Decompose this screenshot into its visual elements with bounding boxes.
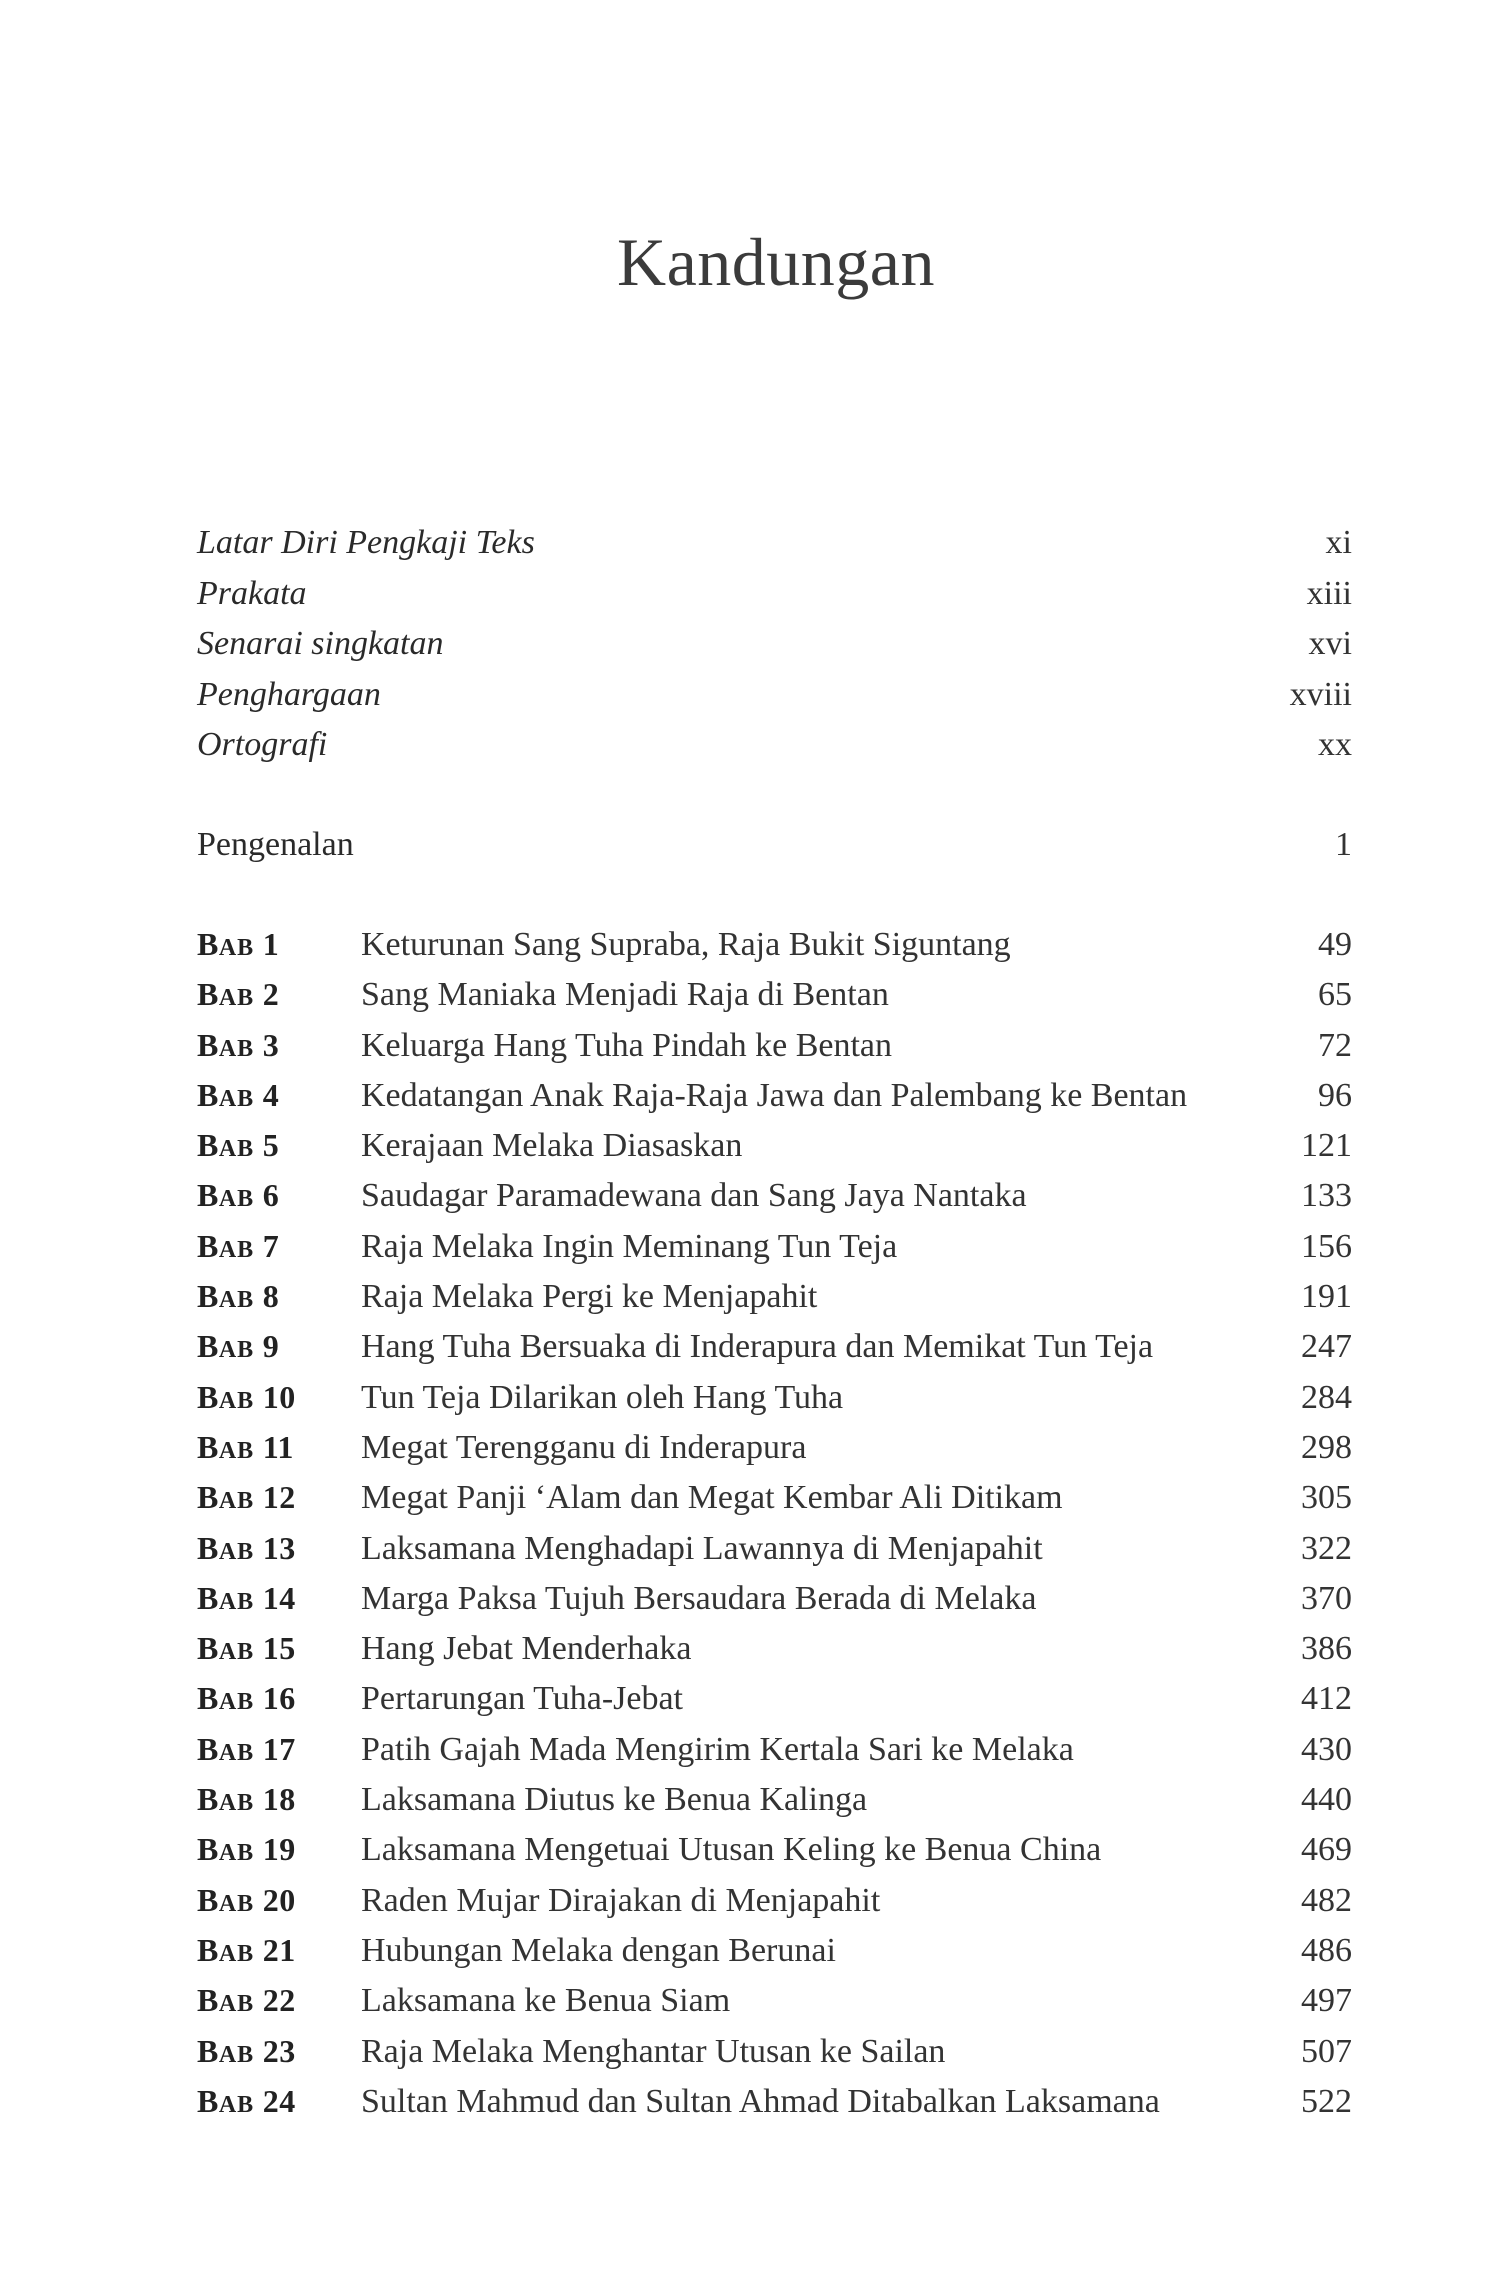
chapter-page: 49 (1318, 926, 1352, 963)
chapter-page: 305 (1301, 1479, 1352, 1517)
chapter-number (197, 1472, 361, 1526)
chapter-entry (197, 1221, 1352, 1271)
chapter-prefix-initial: B (197, 2032, 219, 2069)
chapter-prefix-initial: B (197, 1328, 219, 1365)
chapter-entry (197, 1573, 1352, 1623)
chapter-page: 298 (1301, 1428, 1352, 1466)
chapter-title: Laksamana Mengetuai Utusan Keling ke Benua China (361, 1831, 1102, 1869)
toc-entry (197, 670, 1352, 721)
chapter-prefix-smallcaps: AB (218, 1991, 255, 2018)
chapter-prefix-smallcaps: AB (218, 1689, 255, 1716)
chapter-title: Kerajaan Melaka Diasaskan (361, 1127, 743, 1165)
chapter-number (197, 1321, 361, 1375)
chapter-page: 247 (1301, 1328, 1352, 1366)
chapter-page: 507 (1301, 2032, 1352, 2070)
chapter-title: Keluarga Hang Tuha Pindah ke Bentan (361, 1026, 893, 1064)
chapter-entry (197, 1975, 1352, 2025)
chapter-page: 133 (1301, 1177, 1352, 1215)
chapter-prefix-initial: B (197, 1881, 219, 1918)
chapter-title: Pertarungan Tuha-Jebat (361, 1680, 684, 1718)
chapter-entry (197, 1372, 1352, 1422)
entry-page: xx (1318, 726, 1352, 763)
chapter-entry (197, 1623, 1352, 1673)
chapter-page: 482 (1301, 1881, 1352, 1919)
chapter-prefix-initial: B (197, 1831, 219, 1868)
chapter-page: 486 (1301, 1931, 1352, 1969)
chapter-prefix-initial: B (197, 1982, 219, 2019)
chapter-number (197, 1925, 361, 1979)
chapter-index: 22 (254, 1982, 296, 2019)
chapter-entry (197, 1724, 1352, 1774)
chapter-prefix-smallcaps: AB (218, 935, 255, 961)
chapter-prefix-smallcaps: AB (218, 1437, 255, 1464)
chapter-list (197, 919, 1352, 2126)
entry-label: Senarai singkatan (197, 625, 444, 662)
toc-entry (197, 619, 1352, 670)
chapter-prefix-smallcaps: AB (218, 1739, 255, 1766)
chapter-page: 322 (1301, 1529, 1352, 1567)
chapter-entry (197, 1673, 1352, 1723)
entry-page: xiii (1306, 574, 1352, 612)
chapter-number (197, 919, 361, 973)
chapter-index: 8 (254, 1278, 280, 1315)
chapter-title: Raden Mujar Dirajakan di Menjapahit (361, 1881, 881, 1919)
chapter-page: 440 (1301, 1781, 1352, 1819)
chapter-page: 469 (1301, 1831, 1352, 1869)
chapter-prefix-initial: B (197, 926, 219, 962)
chapter-index: 5 (254, 1127, 280, 1164)
chapter-page: 522 (1301, 2082, 1352, 2120)
chapter-title: Laksamana ke Benua Siam (361, 1982, 731, 2020)
chapter-prefix-initial: B (197, 2082, 219, 2119)
chapter-entry (197, 2076, 1352, 2126)
chapter-prefix-smallcaps: AB (218, 1890, 255, 1917)
chapter-entry (197, 1170, 1352, 1220)
chapter-page: 96 (1318, 1076, 1352, 1114)
chapter-entry (197, 1925, 1352, 1975)
entry-page: xi (1325, 524, 1352, 561)
chapter-number (197, 1070, 361, 1124)
chapter-title: Hang Jebat Menderhaka (361, 1630, 692, 1668)
chapter-prefix-initial: B (197, 1076, 219, 1113)
chapter-index: 6 (254, 1177, 280, 1214)
chapter-title: Hang Tuha Bersuaka di Inderapura dan Memikat Tun Teja (361, 1328, 1154, 1366)
chapter-number (197, 1120, 361, 1174)
chapter-prefix-smallcaps: AB (218, 1790, 255, 1817)
chapter-prefix-smallcaps: AB (218, 1035, 255, 1062)
chapter-prefix-smallcaps: AB (218, 2091, 255, 2118)
chapter-prefix-smallcaps: AB (218, 1538, 255, 1565)
intro-entry (197, 820, 1352, 871)
chapter-index: 7 (254, 1227, 280, 1264)
chapter-prefix-initial: B (197, 1177, 219, 1214)
chapter-number (197, 1724, 361, 1778)
chapter-prefix-smallcaps: AB (218, 1236, 255, 1263)
chapter-page: 284 (1301, 1378, 1352, 1416)
chapter-entry (197, 1120, 1352, 1170)
page-title: Kandungan (617, 224, 935, 300)
chapter-page: 430 (1301, 1730, 1352, 1768)
chapter-index: 3 (254, 1026, 280, 1063)
chapter-title: Laksamana Menghadapi Lawannya di Menjapahit (361, 1529, 1043, 1567)
chapter-title: Kedatangan Anak Raja-Raja Jawa dan Palembang ke Bentan (361, 1076, 1188, 1114)
chapter-entry (197, 1070, 1352, 1120)
chapter-index: 19 (254, 1831, 296, 1868)
entry-label: Prakata (197, 574, 307, 612)
chapter-index: 10 (254, 1378, 296, 1415)
chapter-title: Patih Gajah Mada Mengirim Kertala Sari ke Melaka (361, 1730, 1074, 1768)
chapter-index: 16 (254, 1680, 296, 1717)
chapter-prefix-smallcaps: AB (218, 1588, 255, 1615)
toc-entry (197, 720, 1352, 771)
chapter-entry (197, 969, 1352, 1019)
chapter-index: 21 (254, 1931, 296, 1968)
chapter-prefix-smallcaps: AB (218, 1387, 255, 1414)
chapter-page: 412 (1301, 1680, 1352, 1718)
chapter-title: Laksamana Diutus ke Benua Kalinga (361, 1781, 868, 1819)
chapter-prefix-initial: B (197, 1479, 219, 1516)
chapter-prefix-initial: B (197, 1730, 219, 1767)
chapter-prefix-initial: B (197, 1378, 219, 1415)
chapter-index: 18 (254, 1781, 296, 1818)
chapter-title: Megat Panji ‘Alam dan Megat Kembar Ali Ditikam (361, 1479, 1063, 1517)
chapter-page: 156 (1301, 1227, 1352, 1265)
chapter-number (197, 1020, 361, 1074)
chapter-index: 4 (254, 1076, 280, 1113)
chapter-prefix-smallcaps: AB (218, 985, 255, 1012)
chapter-page: 65 (1318, 976, 1352, 1014)
chapter-entry (197, 1774, 1352, 1824)
front-matter-list (197, 518, 1352, 771)
chapter-index: 11 (254, 1428, 294, 1465)
chapter-prefix-initial: B (197, 1428, 219, 1465)
entry-page: xviii (1289, 675, 1352, 713)
chapter-number (197, 1673, 361, 1727)
chapter-entry (197, 1875, 1352, 1925)
chapter-prefix-initial: B (197, 1227, 219, 1264)
chapter-number (197, 1573, 361, 1627)
chapter-entry (197, 1824, 1352, 1874)
chapter-index: 24 (254, 2082, 296, 2119)
chapter-entry (197, 1472, 1352, 1522)
chapter-number (197, 1422, 361, 1476)
chapter-index: 1 (254, 926, 280, 962)
chapter-prefix-initial: B (197, 1278, 219, 1315)
chapter-number (197, 1221, 361, 1275)
entry-label: Latar Diri Pengkaji Teks (197, 524, 535, 561)
chapter-title: Megat Terengganu di Inderapura (361, 1428, 807, 1466)
chapter-entry (197, 919, 1352, 969)
toc-entry (197, 518, 1352, 569)
chapter-entry (197, 1271, 1352, 1321)
chapter-prefix-initial: B (197, 1680, 219, 1717)
chapter-title: Hubungan Melaka dengan Berunai (361, 1931, 836, 1969)
chapter-prefix-initial: B (197, 1630, 219, 1667)
toc-entry (197, 820, 1352, 871)
chapter-number (197, 1824, 361, 1878)
chapter-number (197, 969, 361, 1023)
chapter-index: 15 (254, 1630, 296, 1667)
chapter-title: Saudagar Paramadewana dan Sang Jaya Nantaka (361, 1177, 1027, 1215)
chapter-number (197, 1875, 361, 1929)
chapter-prefix-initial: B (197, 1026, 219, 1063)
chapter-title: Keturunan Sang Supraba, Raja Bukit Siguntang (361, 926, 1011, 963)
chapter-prefix-smallcaps: AB (218, 1337, 255, 1364)
chapter-page: 191 (1301, 1278, 1352, 1316)
chapter-page: 72 (1318, 1026, 1352, 1064)
chapter-prefix-initial: B (197, 1781, 219, 1818)
chapter-page: 370 (1301, 1579, 1352, 1617)
chapter-prefix-initial: B (197, 1127, 219, 1164)
entry-label: Penghargaan (197, 675, 381, 713)
chapter-prefix-initial: B (197, 1931, 219, 1968)
chapter-prefix-smallcaps: AB (218, 1488, 255, 1515)
chapter-title: Sang Maniaka Menjadi Raja di Bentan (361, 976, 889, 1014)
entry-page: 1 (1335, 826, 1352, 863)
chapter-index: 17 (254, 1730, 296, 1767)
chapter-entry (197, 1422, 1352, 1472)
chapter-title: Raja Melaka Ingin Meminang Tun Teja (361, 1227, 898, 1265)
chapter-title: Sultan Mahmud dan Sultan Ahmad Ditabalkan Laksamana (361, 2082, 1160, 2120)
chapter-number (197, 1372, 361, 1426)
chapter-prefix-smallcaps: AB (218, 1085, 255, 1112)
chapter-prefix-smallcaps: AB (218, 1639, 255, 1666)
chapter-prefix-initial: B (197, 976, 219, 1013)
chapter-prefix-initial: B (197, 1529, 219, 1566)
entry-page: xvi (1308, 625, 1352, 662)
chapter-title: Raja Melaka Pergi ke Menjapahit (361, 1278, 818, 1316)
chapter-number (197, 1271, 361, 1325)
chapter-index: 23 (254, 2032, 296, 2069)
chapter-number (197, 2026, 361, 2080)
chapter-page: 386 (1301, 1630, 1352, 1668)
chapter-prefix-smallcaps: AB (218, 1840, 255, 1867)
chapter-title: Tun Teja Dilarikan oleh Hang Tuha (361, 1378, 844, 1416)
chapter-prefix-smallcaps: AB (218, 1186, 255, 1213)
entry-label: Pengenalan (197, 826, 354, 863)
chapter-entry (197, 1523, 1352, 1573)
chapter-index: 20 (254, 1881, 296, 1918)
chapter-page: 497 (1301, 1982, 1352, 2020)
chapter-number (197, 1623, 361, 1677)
chapter-page: 121 (1301, 1127, 1352, 1165)
chapter-prefix-smallcaps: AB (218, 1287, 255, 1314)
chapter-index: 12 (254, 1479, 296, 1516)
chapter-index: 9 (254, 1328, 280, 1365)
entry-label: Ortografi (197, 726, 328, 763)
chapter-title: Raja Melaka Menghantar Utusan ke Sailan (361, 2032, 946, 2070)
chapter-title: Marga Paksa Tujuh Bersaudara Berada di Melaka (361, 1579, 1037, 1617)
chapter-prefix-smallcaps: AB (218, 2041, 255, 2068)
chapter-index: 13 (254, 1529, 296, 1566)
chapter-number (197, 1975, 361, 2029)
chapter-entry (197, 1020, 1352, 1070)
chapter-prefix-smallcaps: AB (218, 1940, 255, 1967)
chapter-entry (197, 2026, 1352, 2076)
chapter-number (197, 2076, 361, 2130)
chapter-number (197, 1774, 361, 1828)
chapter-prefix-initial: B (197, 1579, 219, 1616)
chapter-index: 2 (254, 976, 280, 1013)
chapter-number (197, 1170, 361, 1224)
chapter-number (197, 1523, 361, 1577)
toc-entry (197, 569, 1352, 620)
chapter-prefix-smallcaps: AB (218, 1136, 255, 1163)
chapter-index: 14 (254, 1579, 296, 1616)
chapter-entry (197, 1321, 1352, 1371)
